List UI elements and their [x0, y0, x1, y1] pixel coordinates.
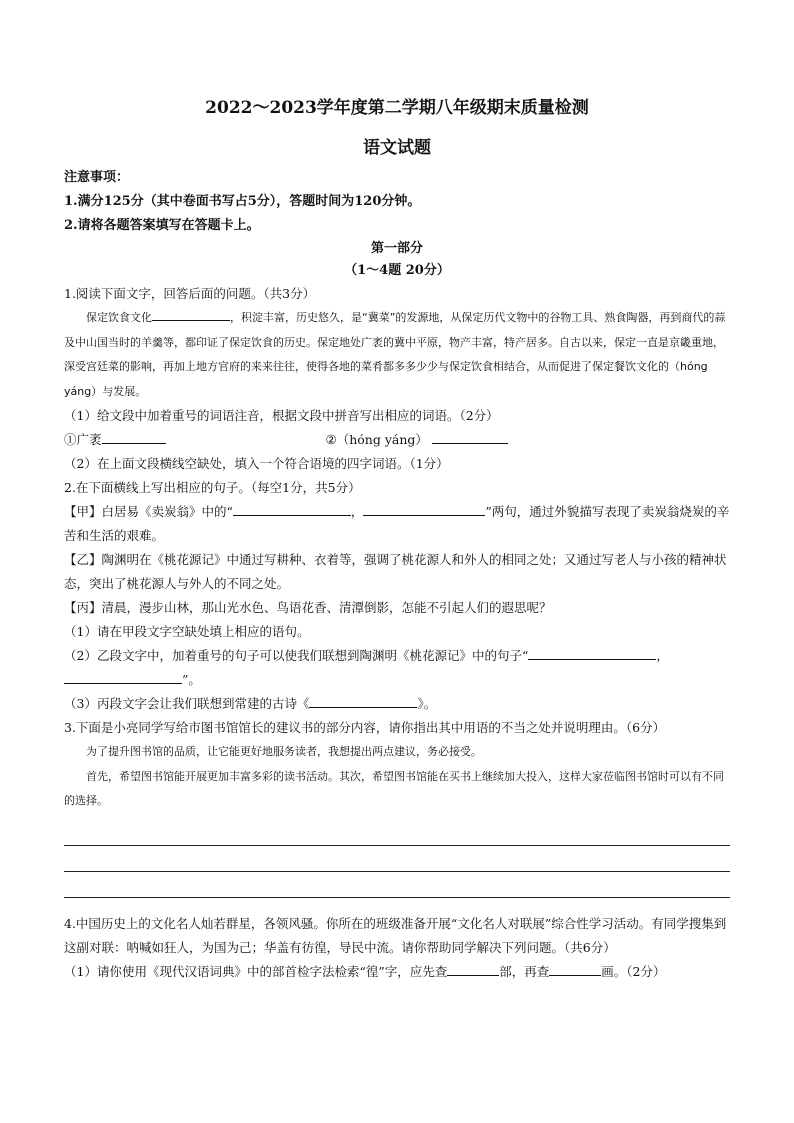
- q1-passage-start: 保定饮食文化: [86, 311, 152, 324]
- q2-jia-start: 【甲】白居易《卖炭翁》中的“: [64, 504, 233, 519]
- note-item-2: 2.请将各题答案填写在答题卡上。: [64, 218, 260, 233]
- q1-stem: 1.阅读下面文字，回答后面的问题。（共3分）: [64, 286, 316, 301]
- q1-sub2: （2）在上面文段横线空缺处，填入一个符合语境的四字词语。（1分）: [64, 456, 449, 471]
- q2-sub2-comma: ，: [656, 648, 669, 663]
- q3-paragraph-1: 为了提升图书馆的品质，让它能更好地服务读者，我想提出两点建议，务必接受。: [86, 745, 482, 758]
- q2-sub2-end: ”。: [182, 672, 201, 687]
- q3-answer-line-1[interactable]: [64, 820, 730, 846]
- q1-passage: [64, 306, 730, 404]
- q2-bing: 【丙】清晨，漫步山林，那山光水色、鸟语花香、清潭倒影，怎能不引起人们的遐思呢？: [64, 600, 552, 615]
- q4-stem: 4.中国历史上的文化名人灿若群星，各领风骚。你所在的班级准备开展“文化名人对联展”综合性学习活动。有同学搜集到这副对联：呐喊如狂人，为国为己；华盖有彷徨，导民中流。请你帮助同学解决下列问题。（共6分）: [64, 915, 727, 955]
- q1-blank[interactable]: [152, 306, 230, 321]
- q4-sub1-end: 画。（2分）: [601, 963, 666, 979]
- q2-sub3-blank[interactable]: [309, 693, 417, 708]
- q2-sub3-end: 》。: [417, 696, 437, 711]
- q3-answer-line-2[interactable]: [64, 846, 730, 872]
- part-title: 第一部分: [370, 241, 423, 256]
- exam-page: [64, 96, 730, 984]
- q1-sub1-answers: [64, 428, 730, 452]
- q1-sub1: （1）给文段中加着重号的词语注音，根据文段中拼音写出相应的词语。（2分）: [64, 408, 499, 423]
- q2-jia-comma: ，: [350, 504, 364, 519]
- q2-jia-blank-1[interactable]: [233, 501, 351, 516]
- q2-sub2-blank-2[interactable]: [64, 669, 182, 684]
- q1-sub1-b: ②（hóng yáng）: [325, 432, 428, 447]
- q4-sub1-middle: 部，再查: [499, 963, 550, 979]
- q2-sub3: [64, 692, 730, 716]
- q2-jia: [64, 500, 730, 548]
- q3-stem: 3.下面是小亮同学写给市图书馆馆长的建议书的部分内容，请你指出其中用语的不当之处并说明理由。（6分）: [64, 720, 666, 735]
- q1-sub1-a-blank[interactable]: [102, 429, 166, 444]
- q2-yi: 【乙】陶渊明在《桃花源记》中通过写耕种、衣着等，强调了桃花源人和外人的相同之处；又通过写老人与小孩的精神状态，突出了桃花源人与外人的不同之处。: [64, 552, 727, 591]
- exam-subtitle: 语文试题: [363, 138, 431, 158]
- q2-sub1: （1）请在甲段文字空缺处填上相应的语句。: [64, 624, 310, 639]
- q2-jia-blank-2[interactable]: [363, 501, 485, 516]
- q1-sub1-b-blank[interactable]: [432, 429, 508, 444]
- q1-sub1-a: ①广袤: [64, 432, 102, 447]
- q2-jia-end: ”两句，通过外貌描写表现了卖炭翁烧炭的辛苦和生活的艰难。: [64, 504, 730, 543]
- q4-sub1: [64, 960, 730, 984]
- q4-sub1-blank-1[interactable]: [447, 961, 499, 976]
- exam-title: 2022～2023学年度第二学期八年级期末质量检测: [205, 98, 589, 118]
- q4-sub1-start: （1）请你使用《现代汉语词典》中的部首检字法检索“徨”字，应先查: [64, 963, 448, 979]
- q2-sub3-start: （3）丙段文字会让我们联想到常建的古诗《: [64, 696, 310, 711]
- q2-stem: 2.在下面横线上写出相应的句子。（每空1分，共5分）: [64, 480, 361, 495]
- q3-answer-line-3[interactable]: [64, 872, 730, 898]
- q3-paragraph-2: 首先，希望图书馆能开展更加丰富多彩的读书活动。其次，希望图书馆能在买书上继续加大投入，这样大家莅临图书馆时可以有不同的选择。: [64, 769, 724, 807]
- note-item-1: 1.满分125分（其中卷面书写占5分），答题时间为120分钟。: [64, 194, 421, 209]
- q2-sub2-blank-1[interactable]: [528, 645, 656, 660]
- q3-answer-lines[interactable]: [64, 820, 730, 898]
- q1-passage-rest: ，积淀丰富，历史悠久，是“冀菜”的发源地，从保定历代文物中的谷物工具、熟食陶器，再到商代的蒜及中山国当时的羊羹等，都印证了保定饮食的历史。保定地处广袤的冀中平原，物产丰富，特产居多。自古以来，保定一直是京畿重地，深受宫廷菜的影响，再加上地方官府的来来往往，使得各地的菜肴都多多少少与保定饮食相结合，从而促进了保定餐饮文化的（hóng yáng）与发展。: [64, 311, 726, 398]
- part-range: （1～4题 20分）: [344, 263, 450, 278]
- notes-heading: 注意事项：: [64, 170, 130, 185]
- q2-sub2: [64, 644, 730, 692]
- q2-sub2-start: （2）乙段文字中，加着重号的句子可以使我们联想到陶渊明《桃花源记》中的句子“: [64, 648, 529, 663]
- q4-sub1-blank-2[interactable]: [549, 961, 601, 976]
